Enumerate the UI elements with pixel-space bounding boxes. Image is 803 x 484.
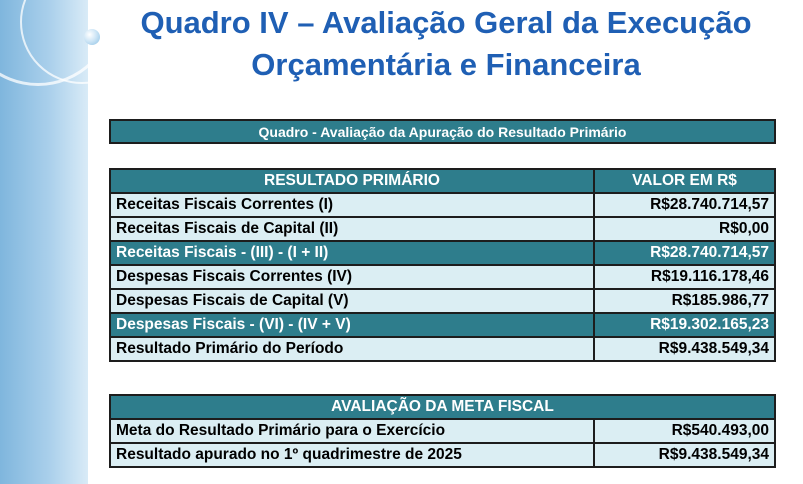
- row-value: R$9.438.549,34: [594, 443, 775, 467]
- table-row: [110, 443, 775, 467]
- table-row-subtotal: [110, 313, 775, 337]
- table-row: [110, 265, 775, 289]
- table-row: [110, 289, 775, 313]
- slide-title: [96, 2, 796, 86]
- table-row: [110, 419, 775, 443]
- row-value: R$28.740.714,57: [594, 241, 775, 265]
- decorative-side-band: [0, 0, 88, 484]
- table-row: [110, 193, 775, 217]
- row-label: Despesas Fiscais Correntes (IV): [110, 265, 594, 289]
- slide-title-line-2: Orçamentária e Financeira: [251, 47, 641, 82]
- table-caption: Quadro - Avaliação da Apuração do Resultado Primário: [110, 120, 775, 143]
- table-row-total: [110, 337, 775, 361]
- row-value: R$185.986,77: [594, 289, 775, 313]
- meta-fiscal-table: [109, 394, 776, 468]
- caption-table: [109, 119, 776, 144]
- slide-title-line-1: Quadro IV – Avaliação Geral da Execução: [140, 5, 752, 40]
- row-label: Resultado Primário do Período: [110, 337, 594, 361]
- row-label: Meta do Resultado Primário para o Exercício: [110, 419, 594, 443]
- resultado-primario-table: [109, 168, 776, 362]
- column-header-value: VALOR EM R$: [594, 169, 775, 193]
- row-label: Receitas Fiscais de Capital (II): [110, 217, 594, 241]
- row-label: Resultado apurado no 1º quadrimestre de 2025: [110, 443, 594, 467]
- row-label: Despesas Fiscais - (VI) - (IV + V): [110, 313, 594, 337]
- table-row: [110, 217, 775, 241]
- meta-fiscal-header: AVALIAÇÃO DA META FISCAL: [110, 395, 775, 419]
- row-value: R$9.438.549,34: [594, 337, 775, 361]
- table-row-subtotal: [110, 241, 775, 265]
- row-value: R$28.740.714,57: [594, 193, 775, 217]
- row-value: R$540.493,00: [594, 419, 775, 443]
- row-label: Receitas Fiscais - (III) - (I + II): [110, 241, 594, 265]
- row-label: Despesas Fiscais de Capital (V): [110, 289, 594, 313]
- column-header-label: RESULTADO PRIMÁRIO: [110, 169, 594, 193]
- row-value: R$0,00: [594, 217, 775, 241]
- table-header-row: [110, 395, 775, 419]
- row-label: Receitas Fiscais Correntes (I): [110, 193, 594, 217]
- row-value: R$19.116.178,46: [594, 265, 775, 289]
- table-header-row: [110, 169, 775, 193]
- row-value: R$19.302.165,23: [594, 313, 775, 337]
